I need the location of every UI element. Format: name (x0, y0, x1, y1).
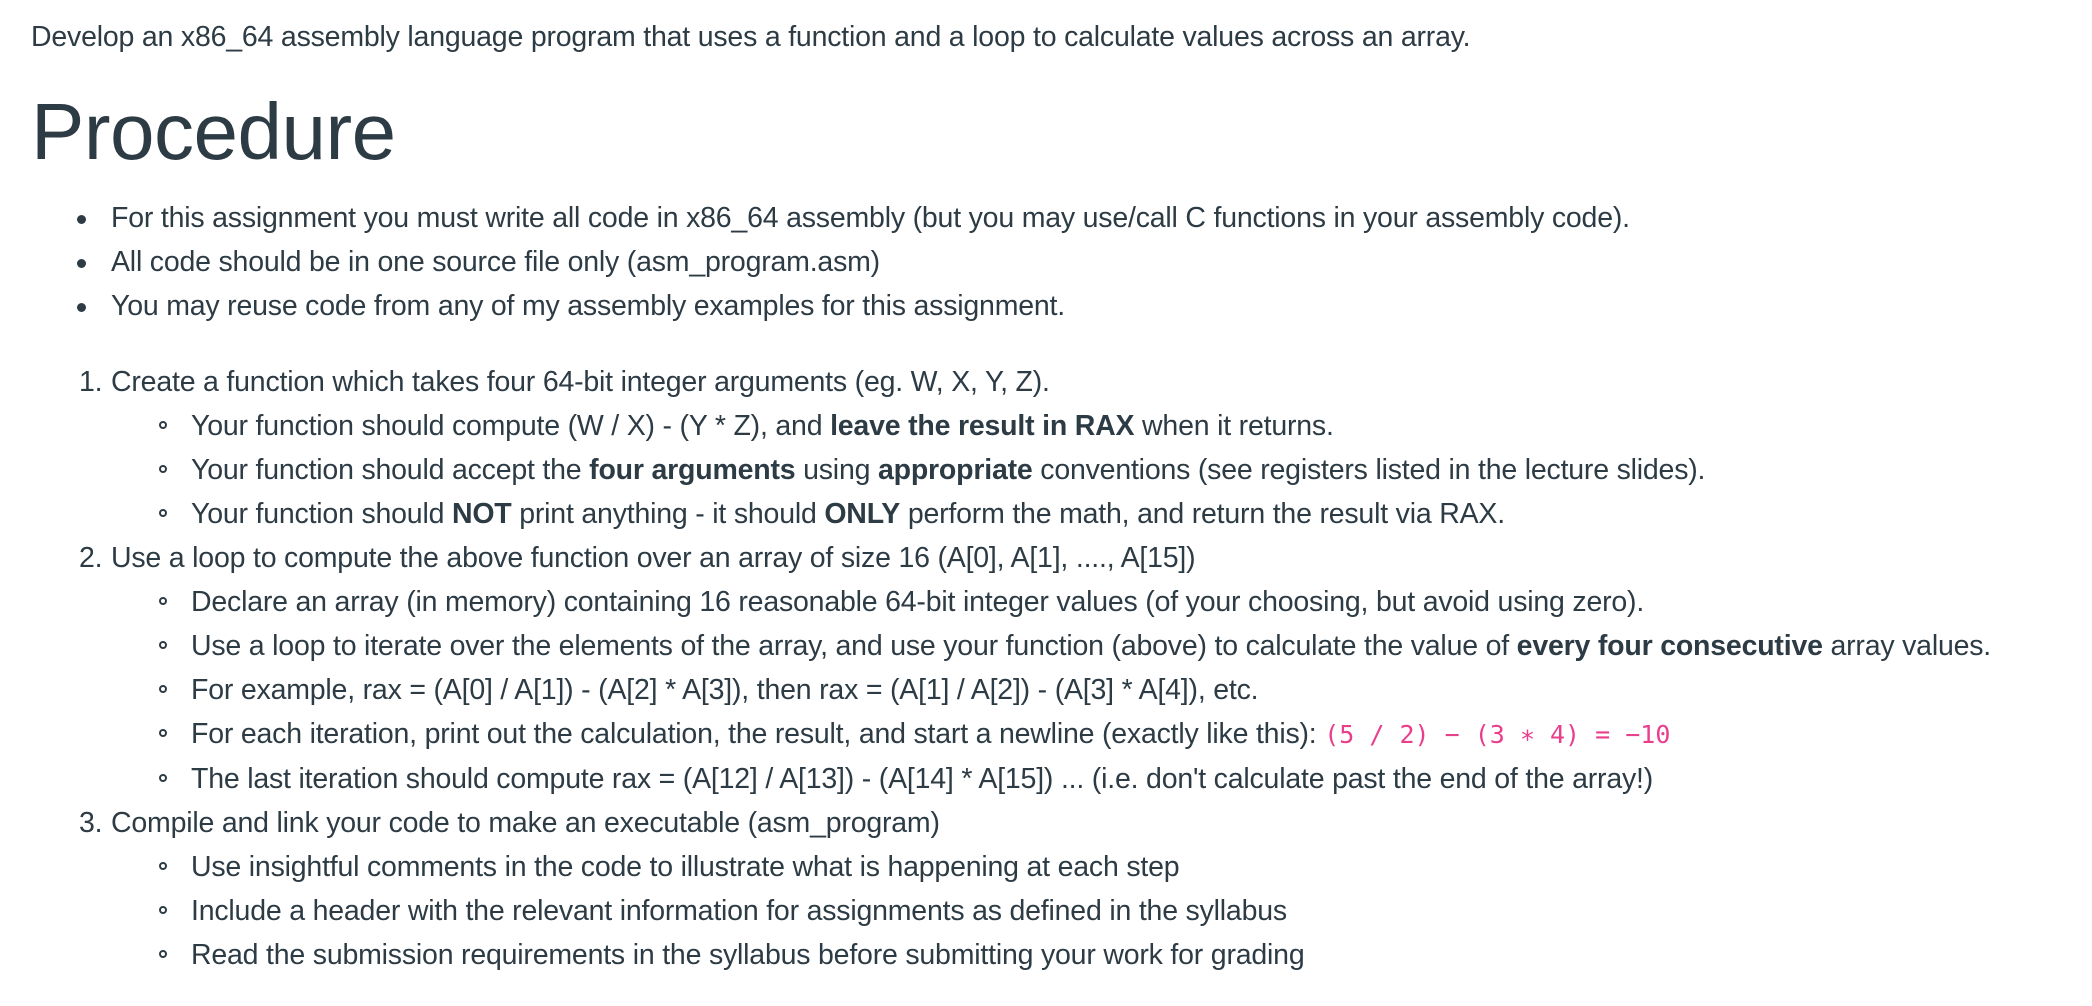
step-1-details (111, 404, 2081, 536)
list-item: Your function should NOT print anything - it should ONLY perform the math, and return the result via RAX. (111, 492, 2081, 536)
step-number: 1. (79, 366, 103, 398)
circle-bullet-icon (159, 641, 167, 649)
list-item: Use a loop to iterate over the elements of the array, and use your function (above) to calculate the value of every four consecutive array values. (111, 624, 2081, 668)
assignment-content (31, 0, 2081, 977)
circle-bullet-icon (159, 421, 167, 429)
step-2-details (111, 580, 2081, 801)
step-1 (31, 360, 2081, 536)
list-item: For example, rax = (A[0] / A[1]) - (A[2] * A[3]), then rax = (A[1] / A[2]) - (A[3] * A[4]), etc. (111, 668, 2081, 712)
step-2 (31, 536, 2081, 801)
list-item: All code should be in one source file only (asm_program.asm) (31, 240, 2081, 284)
step-number: 3. (79, 807, 103, 839)
procedure-heading: Procedure (31, 87, 396, 176)
list-item: Use insightful comments in the code to illustrate what is happening at each step (111, 845, 2081, 889)
step-3-details (111, 845, 2081, 977)
step-text: Create a function which takes four 64-bit integer arguments (eg. W, X, Y, Z). (111, 366, 1050, 398)
circle-bullet-icon (159, 774, 167, 782)
circle-bullet-icon (159, 465, 167, 473)
step-text: Use a loop to compute the above function over an array of size 16 (A[0], A[1], ...., A[15]) (111, 542, 1196, 574)
circle-bullet-icon (159, 509, 167, 517)
step-text: Compile and link your code to make an executable (asm_program) (111, 807, 940, 839)
circle-bullet-icon (159, 685, 167, 693)
list-item: For each iteration, print out the calculation, the result, and start a newline (exactly like this): (5 / 2) − (3 ∗ 4) = −10 (111, 712, 2081, 757)
requirements-list (31, 176, 2081, 328)
circle-bullet-icon (159, 862, 167, 870)
list-item: Your function should accept the four arguments using appropriate conventions (see registers listed in the lecture slides). (111, 448, 2081, 492)
list-item: Declare an array (in memory) containing 16 reasonable 64-bit integer values (of your choosing, but avoid using zero). (111, 580, 2081, 624)
circle-bullet-icon (159, 729, 167, 737)
example-output-code: (5 / 2) − (3 ∗ 4) = −10 (1324, 720, 1671, 749)
list-item: The last iteration should compute rax = (A[12] / A[13]) - (A[14] * A[15]) ... (i.e. don't calculate past the end of the array!) (111, 757, 2081, 801)
bullet-icon (77, 303, 86, 312)
procedure-steps (31, 328, 2081, 977)
circle-bullet-icon (159, 906, 167, 914)
list-item: For this assignment you must write all code in x86_64 assembly (but you may use/call C functions in your assembly code). (31, 196, 2081, 240)
intro-text: Develop an x86_64 assembly language program that uses a function and a loop to calculate values across an array. (31, 21, 1471, 53)
bullet-icon (77, 215, 86, 224)
bullet-icon (77, 259, 86, 268)
list-item: Your function should compute (W / X) - (Y * Z), and leave the result in RAX when it returns. (111, 404, 2081, 448)
circle-bullet-icon (159, 950, 167, 958)
list-item: Read the submission requirements in the syllabus before submitting your work for grading (111, 933, 2081, 977)
step-number: 2. (79, 542, 103, 574)
list-item: Include a header with the relevant information for assignments as defined in the syllabus (111, 889, 2081, 933)
list-item: You may reuse code from any of my assembly examples for this assignment. (31, 284, 2081, 328)
step-3 (31, 801, 2081, 977)
circle-bullet-icon (159, 597, 167, 605)
